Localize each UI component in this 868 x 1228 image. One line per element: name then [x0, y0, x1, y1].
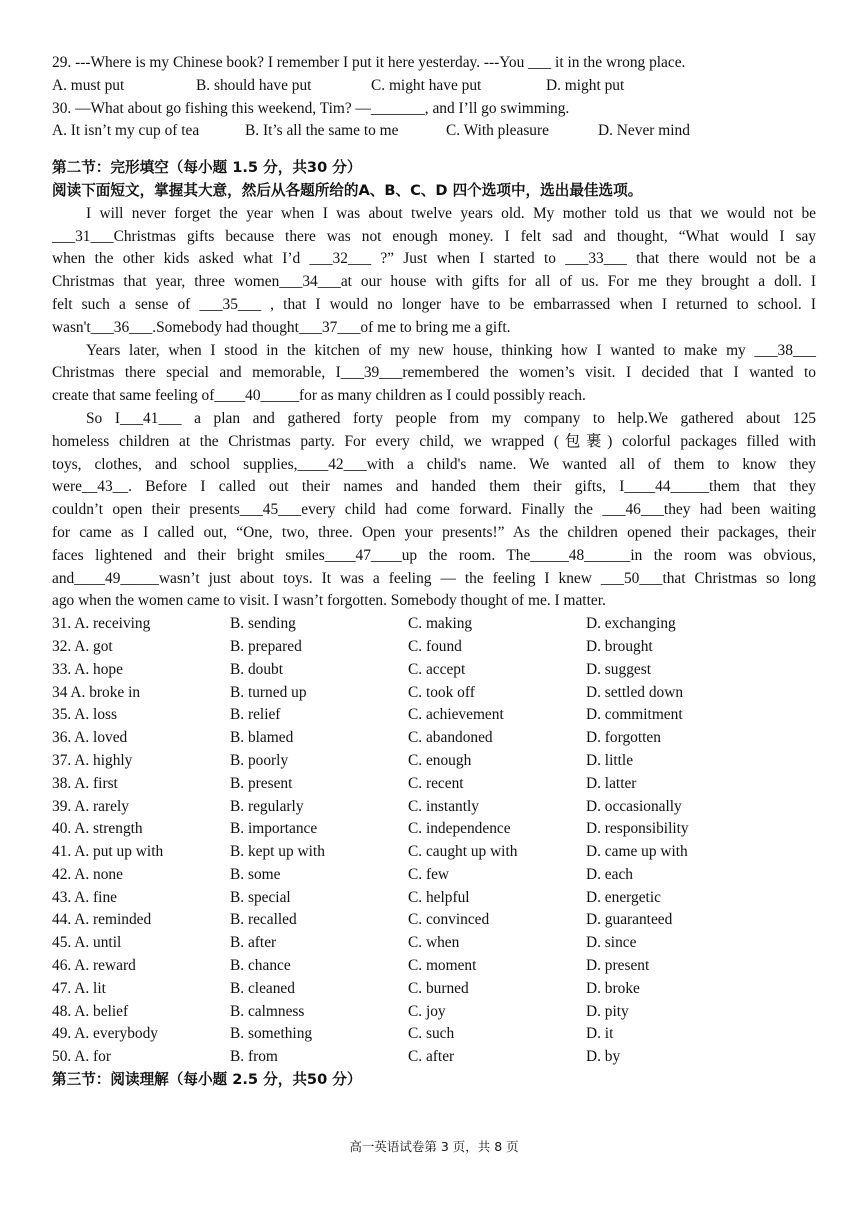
- option-row: [52, 1001, 816, 1024]
- option-row: [52, 864, 816, 887]
- passage-line: ago when the women came to visit. I wasn’t forgotten. Somebody thought of me. I matter.: [52, 592, 606, 610]
- option-a: 31. A. receiving: [52, 615, 151, 633]
- option-c: C. might have put: [371, 76, 482, 94]
- page-footer: 高一英语试卷第 3 页，共 8 页: [349, 1139, 519, 1154]
- option-a: A. must put: [52, 76, 125, 94]
- cloze-options: [52, 613, 816, 1069]
- option-row: [52, 818, 816, 841]
- option-b: B. some: [230, 865, 281, 883]
- option-c: C. when: [408, 934, 460, 952]
- option-d: D. responsibility: [586, 820, 689, 838]
- option-b: B. after: [230, 934, 277, 952]
- option-c: C. independence: [408, 820, 511, 838]
- option-d: D. came up with: [586, 843, 688, 861]
- option-row: [52, 1046, 816, 1069]
- option-c: C. enough: [408, 751, 472, 769]
- passage-line: toys, clothes, and school supplies,____42___with a child's name. We wanted all of them to know they: [52, 455, 816, 473]
- passage-line: homeless children at the Christmas party. For every child, we wrapped (包裹) colorful packages filled with: [52, 432, 816, 450]
- passage-line: So I___41___ a plan and gathered forty people from my company to help.We gathered about 125: [86, 409, 816, 427]
- option-c: C. joy: [408, 1002, 446, 1020]
- option-b: B. relief: [230, 706, 281, 724]
- option-c: C. accept: [408, 660, 466, 678]
- option-d: D. occasionally: [586, 797, 682, 815]
- option-a: 32. A. got: [52, 637, 113, 655]
- option-c: C. few: [408, 865, 450, 883]
- option-c: C. such: [408, 1025, 455, 1043]
- option-b: B. present: [230, 774, 293, 792]
- option-a: 38. A. first: [52, 774, 118, 792]
- option-d: D. little: [586, 751, 634, 769]
- option-row: [52, 1023, 816, 1046]
- option-row: [52, 613, 816, 636]
- option-c: C. making: [408, 615, 473, 633]
- option-a: 35. A. loss: [52, 706, 117, 724]
- option-row: [52, 750, 816, 773]
- question-30-options: [52, 120, 816, 143]
- option-d: D. latter: [586, 774, 637, 792]
- option-c: C. moment: [408, 957, 477, 975]
- option-row: [52, 682, 816, 705]
- option-a: A. It isn’t my cup of tea: [52, 122, 200, 140]
- option-row: [52, 955, 816, 978]
- option-d: D. commitment: [586, 706, 683, 724]
- option-b: B. turned up: [230, 683, 307, 701]
- section-3-title: 第三节：阅读理解（每小题 2.5 分，共50 分）: [52, 1071, 362, 1089]
- passage-line: and____49_____wasn’t just about toys. It was a feeling — the feeling I knew ___50___that Christmas so long: [52, 569, 816, 587]
- option-a: 40. A. strength: [52, 820, 143, 838]
- option-d: D. settled down: [586, 683, 684, 701]
- passage-line: ___31___Christmas gifts because there was not enough money. I felt sad and thought, “What would I say: [52, 227, 816, 245]
- passage-line: were__43__. Before I called out their names and handed them their gifts, I____44_____them that they: [52, 478, 816, 496]
- passage-line: Christmas that year, three women___34___at our house with gifts for all of us. For me they brought a doll. I: [52, 273, 816, 291]
- option-c: C. burned: [408, 979, 469, 997]
- option-c: C. found: [408, 637, 462, 655]
- option-row: [52, 773, 816, 796]
- passage-line: felt such a sense of ___35___ , that I would no longer have to be embarrassed when I returned to school. I: [52, 295, 816, 313]
- option-d: D. since: [586, 934, 637, 952]
- option-a: 37. A. highly: [52, 751, 133, 769]
- passage-line: I will never forget the year when I was about twelve years old. My mother told us that we would not be: [86, 204, 816, 222]
- option-c: C. abandoned: [408, 729, 493, 747]
- option-b: B. blamed: [230, 729, 294, 747]
- passage-line: create that same feeling of____40_____for as many children as I could possibly reach.: [52, 387, 586, 405]
- section-2-instruction: 阅读下面短文，掌握其大意，然后从各题所给的A、B、C、D 四个选项中，选出最佳选项。: [52, 181, 643, 199]
- option-c: C. With pleasure: [446, 122, 549, 140]
- option-d: D. Never mind: [598, 122, 690, 140]
- option-d: D. guaranteed: [586, 911, 673, 929]
- option-c: C. recent: [408, 774, 464, 792]
- passage-line: Years later, when I stood in the kitchen of my new house, thinking how I wanted to make my ___38___: [86, 341, 816, 359]
- option-b: B. calmness: [230, 1002, 305, 1020]
- option-row: [52, 978, 816, 1001]
- option-a: 41. A. put up with: [52, 843, 164, 861]
- option-c: C. achievement: [408, 706, 504, 724]
- option-d: D. it: [586, 1025, 614, 1043]
- option-b: B. doubt: [230, 660, 284, 678]
- option-b: B. sending: [230, 615, 296, 633]
- option-c: C. helpful: [408, 888, 470, 906]
- option-c: C. after: [408, 1048, 455, 1066]
- option-b: B. from: [230, 1048, 278, 1066]
- option-b: B. prepared: [230, 637, 302, 655]
- option-b: B. It’s all the same to me: [245, 122, 399, 140]
- option-row: [52, 841, 816, 864]
- passage-line: when the other kids asked what I’d ___32___ ?” Just when I started to ___33___ that there would not be a: [52, 250, 816, 268]
- option-a: 36. A. loved: [52, 729, 128, 747]
- option-a: 45. A. until: [52, 934, 122, 952]
- option-a: 48. A. belief: [52, 1002, 129, 1020]
- option-b: B. should have put: [196, 76, 312, 94]
- option-a: 34 A. broke in: [52, 683, 141, 701]
- option-a: 44. A. reminded: [52, 911, 152, 929]
- option-c: C. took off: [408, 683, 475, 701]
- option-b: B. cleaned: [230, 979, 295, 997]
- cloze-passage: [52, 203, 816, 613]
- passage-line: Christmas there special and memorable, I___39___remembered the women’s visit. I decided that I wanted to: [52, 364, 816, 382]
- option-c: C. caught up with: [408, 843, 518, 861]
- option-row: [52, 727, 816, 750]
- option-a: 47. A. lit: [52, 979, 106, 997]
- passage-line: faces lightened and their bright smiles____47____up the room. The_____48______in the room was obvious,: [52, 546, 816, 564]
- option-d: D. by: [586, 1048, 621, 1066]
- option-b: B. special: [230, 888, 291, 906]
- question-29: 29. ---Where is my Chinese book? I remember I put it here yesterday. ---You ___ it in the wrong place.: [52, 54, 686, 71]
- option-b: B. kept up with: [230, 843, 325, 861]
- option-a: 33. A. hope: [52, 660, 123, 678]
- option-d: D. broke: [586, 979, 640, 997]
- option-a: 42. A. none: [52, 865, 123, 883]
- option-b: B. regularly: [230, 797, 304, 815]
- option-b: B. recalled: [230, 911, 297, 929]
- option-a: 46. A. reward: [52, 957, 136, 975]
- option-d: D. each: [586, 865, 633, 883]
- exam-page: [52, 52, 816, 1092]
- option-d: D. might put: [546, 76, 625, 94]
- question-30: 30. —What about go fishing this weekend, Tim? —_______, and I’ll go swimming.: [52, 99, 570, 117]
- option-d: D. brought: [586, 637, 653, 655]
- option-row: [52, 796, 816, 819]
- option-c: C. convinced: [408, 911, 490, 929]
- passage-line: couldn’t open their presents___45___every child had come forward. Finally the ___46___they had been waiting: [52, 501, 816, 519]
- option-a: 39. A. rarely: [52, 797, 129, 815]
- option-a: 43. A. fine: [52, 888, 117, 906]
- option-row: [52, 932, 816, 955]
- section-2-title: 第二节：完形填空（每小题 1.5 分，共30 分）: [52, 159, 362, 177]
- option-b: B. poorly: [230, 751, 289, 769]
- option-d: D. exchanging: [586, 615, 676, 633]
- option-d: D. present: [586, 957, 650, 975]
- option-d: D. energetic: [586, 888, 661, 906]
- option-b: B. importance: [230, 820, 318, 838]
- option-row: [52, 887, 816, 910]
- question-29-options: [52, 75, 816, 98]
- passage-line: for came as I called out, “One, two, three. Open your presents!” As the children opened their packages, their: [52, 523, 816, 541]
- option-a: 50. A. for: [52, 1048, 111, 1066]
- option-c: C. instantly: [408, 797, 479, 815]
- option-row: [52, 659, 816, 682]
- option-d: D. pity: [586, 1002, 629, 1020]
- passage-line: wasn't___36___.Somebody had thought___37___of me to bring me a gift.: [52, 318, 511, 336]
- option-d: D. suggest: [586, 660, 651, 678]
- option-b: B. chance: [230, 957, 291, 975]
- option-row: [52, 909, 816, 932]
- option-row: [52, 704, 816, 727]
- option-b: B. something: [230, 1025, 313, 1043]
- option-d: D. forgotten: [586, 729, 661, 747]
- option-row: [52, 636, 816, 659]
- option-a: 49. A. everybody: [52, 1025, 159, 1043]
